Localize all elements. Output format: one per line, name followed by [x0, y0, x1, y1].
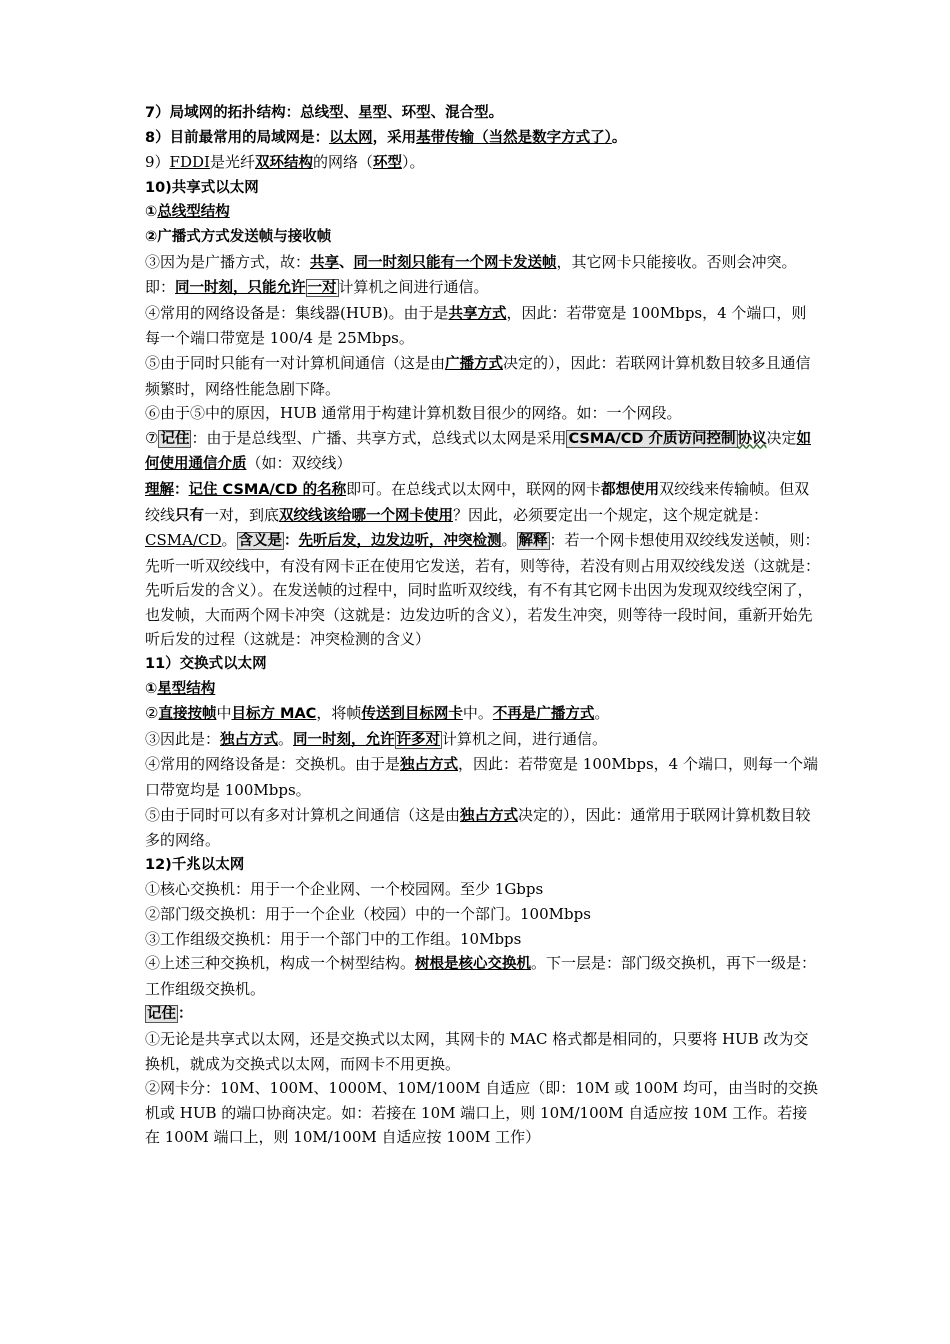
text-underlined: 双绞线该给哪一个网卡使用 — [279, 507, 454, 524]
text-underlined: 直接按帧 — [158, 706, 217, 723]
text-wavy: 协议 — [737, 430, 767, 447]
item-10-7 — [145, 426, 820, 477]
text-underlined: 理解 — [145, 481, 174, 498]
text: 是光纤 — [209, 153, 255, 172]
text-underlined: 总线型结构 — [157, 204, 230, 221]
text-underlined: 树根是核心交换机 — [415, 956, 532, 973]
text-underlined: FDDI — [169, 153, 210, 172]
text-underlined: 独占方式 — [400, 757, 459, 774]
text: ④常用的网络设备是：集线器(HUB)。由于是 — [145, 303, 449, 322]
text: 。 — [594, 704, 610, 723]
text-underlined: 共享方式 — [448, 305, 507, 322]
text: 即可。在总线式以太网中，联网的网卡 — [346, 479, 602, 498]
item-10-2 — [145, 225, 820, 250]
item-11-4 — [145, 752, 820, 802]
text: 决定 — [766, 428, 797, 447]
text: ⑤由于同时只能有一对计算机间通信（这是由 — [145, 353, 446, 372]
remember-item-1 — [145, 1027, 820, 1076]
text: ③工作组级交换机：用于一个部门中的工作组。10Mbps — [145, 929, 522, 948]
remember-heading — [145, 1001, 820, 1027]
heading-10 — [145, 176, 820, 201]
text-underlined: 传送到目标网卡 — [361, 706, 463, 723]
text: 中。 — [462, 704, 493, 723]
text-underlined: 星型结构 — [157, 680, 216, 697]
text: 双绞线来传输帧。但双绞线 — [145, 479, 810, 524]
text: ⑥由于⑤中的原因，HUB 通常用于构建计算机数目很少的网络。如：一个网段。 — [145, 404, 682, 423]
text-bold: 都想使用 — [601, 481, 660, 498]
text: ）。 — [401, 153, 425, 172]
text: ，因此：若带宽是 100Mbps，4 个端口，则每一个端口带宽均是 100Mbps。 — [145, 755, 818, 800]
text: 。下一层是：部门级交换机，再下一级是：工作组级交换机。 — [145, 954, 817, 998]
item-8 — [145, 126, 820, 151]
text: ，因此：若带宽是 100Mbps，4 个端口，则每一个端口带宽是 100/4 是 25Mbps。 — [145, 303, 807, 348]
text: ：由于是总线型、广播、共享方式，总线式以太网是采用 — [191, 428, 567, 447]
text: ①无论是共享式以太网，还是交换式以太网，其网卡的 MAC 格式都是相同的，只要将 HUB 改为交换机，就成为交换式以太网，而网卡不用更换。 — [145, 1029, 809, 1073]
text: ，其它网卡只能接收。否则会冲突。即： — [145, 252, 797, 297]
understanding-paragraph — [145, 477, 820, 652]
heading-text: 11）交换式以太网 — [145, 656, 267, 673]
text: 、 — [339, 254, 354, 271]
text: 。 — [501, 531, 517, 550]
highlight-box: CSMA/CD 介质访问控制 — [568, 430, 736, 447]
item-10-3 — [145, 250, 820, 301]
text: ① — [145, 680, 158, 697]
text: 的网络（ — [312, 153, 373, 172]
text-underlined: 独占方式 — [460, 807, 519, 824]
item-12-3 — [145, 927, 820, 952]
text-underlined: 同一时刻，只能允许 — [175, 280, 306, 297]
text: 。 — [221, 531, 237, 550]
text: 计算机之间，进行通信。 — [442, 729, 608, 748]
item-11-1 — [145, 677, 820, 702]
text: 8）目前最常用的局域网是： — [145, 129, 330, 146]
text: ？因此，必须要定出一个规定，这个规定就是： — [453, 505, 769, 524]
text: ： — [174, 481, 189, 498]
text: ： — [178, 1006, 193, 1023]
text-underlined: 如何使用通信介质 — [145, 430, 812, 473]
text: ④常用的网络设备是：交换机。由于是 — [145, 755, 401, 774]
text: 9） — [145, 153, 170, 172]
text: 决定的），因此：若联网计算机数目较多且通信频繁时，网络性能急剧下降。 — [145, 353, 811, 398]
text-underlined: CSMA/CD — [145, 531, 222, 550]
item-11-5 — [145, 803, 820, 853]
text-underlined: 同一时刻，允许 — [293, 731, 395, 748]
text-underlined: 先听后发，边发边听，冲突检测 — [298, 533, 502, 550]
text: 决定的），因此：通常用于联网计算机数目较多的网络。 — [145, 805, 811, 850]
text-bold: 只有 — [175, 507, 205, 524]
text: ①核心交换机：用于一个企业网、一个校园网。至少 1Gbps — [145, 880, 544, 899]
item-10-6 — [145, 401, 820, 426]
text-underlined: 不再是广播方式 — [492, 706, 595, 723]
item-12-1 — [145, 877, 820, 902]
heading-text: 10)共享式以太网 — [145, 179, 259, 196]
highlight-box: 记住 — [160, 430, 190, 447]
text-underlined: 记住 CSMA/CD 的名称 — [188, 481, 347, 498]
item-11-2 — [145, 701, 820, 727]
heading-12 — [145, 853, 820, 878]
item-10-5 — [145, 351, 820, 401]
document-page — [145, 101, 820, 1150]
text: ，采用 — [372, 129, 417, 146]
remember-item-2 — [145, 1076, 820, 1150]
text-underlined: 独占方式 — [220, 731, 279, 748]
item-10-4 — [145, 301, 820, 351]
text-underlined: 双环结构 — [254, 155, 313, 172]
text-underlined: 广播方式 — [445, 355, 504, 372]
text: （如：双绞线） — [246, 454, 352, 473]
boxed-text: 许多对 — [396, 731, 441, 748]
item-12-4 — [145, 951, 820, 1001]
text: ④上述三种交换机，构成一个树型结构。 — [145, 954, 416, 973]
text: ⑤由于同时可以有多对计算机之间通信（这是由 — [145, 805, 461, 824]
heading-text: 12)千兆以太网 — [145, 856, 245, 873]
highlight-box: 解释 — [518, 533, 548, 550]
highlight-box: 含义是 — [238, 533, 283, 550]
text-underlined: 共享 — [310, 254, 340, 271]
text: 。 — [278, 729, 294, 748]
text: ⑦ — [145, 428, 159, 447]
text: ② — [145, 704, 159, 723]
highlight-box: 记住 — [147, 1006, 176, 1023]
text-underlined: 基带传输（当然是数字方式了） — [416, 129, 612, 146]
text-underlined: 同一时刻只能有一个网卡发送帧 — [353, 254, 557, 271]
item-11-3 — [145, 727, 820, 753]
item-12-2 — [145, 902, 820, 927]
text: 一对，到底 — [204, 505, 280, 524]
item-9 — [145, 150, 820, 176]
text: ②广播式方式发送帧与接收帧 — [145, 228, 332, 245]
text: 7）局域网的拓扑结构：总线型、星型、环型、混合型。 — [145, 105, 504, 121]
text: 计算机之间进行通信。 — [338, 278, 489, 297]
text-underlined: 环型 — [372, 155, 402, 172]
text: ： — [284, 533, 299, 550]
text: ：若一个网卡想使用双绞线发送帧，则：先听一听双绞线中，有没有网卡正在使用它发送，若有，则等待，若没有则占用双绞线发送（这就是：先听后发的含义）。在发送帧的过程中，同时监听双绞线，有不有其它网卡出因为发现双绞线空闲了，也发帧，大而两个网卡冲突（这就是：边发边听的含义），若发生冲突，则等待一段时间，重新开始先听后发的过程（这就是：冲突检测的含义） — [145, 531, 821, 649]
text-underlined: 目标方 MAC — [231, 706, 317, 723]
text: ③因为是广播方式，故： — [145, 252, 311, 271]
text: ，将帧 — [316, 704, 362, 723]
text: 。 — [611, 129, 627, 146]
text: ① — [145, 204, 158, 221]
text: 中 — [216, 704, 232, 723]
heading-11 — [145, 652, 820, 677]
text: ③因此是： — [145, 729, 221, 748]
text: ②部门级交换机：用于一个企业（校园）中的一个部门。100Mbps — [145, 905, 591, 923]
text: ②网卡分：10M、100M、1000M、10M/100M 自适应（即：10M 或 100M 均可，由当时的交换机或 HUB 的端口协商决定。如：若接在 10M 端口上，则 10M/100M 自适应按 10M 工作。若接在 100M 端口上，则 10M/100M 自适应按 100M 工作） — [145, 1079, 818, 1147]
boxed-text: 一对 — [307, 280, 337, 297]
item-10-1 — [145, 200, 820, 225]
text-underlined: 以太网 — [329, 129, 373, 146]
item-7 — [145, 101, 820, 126]
